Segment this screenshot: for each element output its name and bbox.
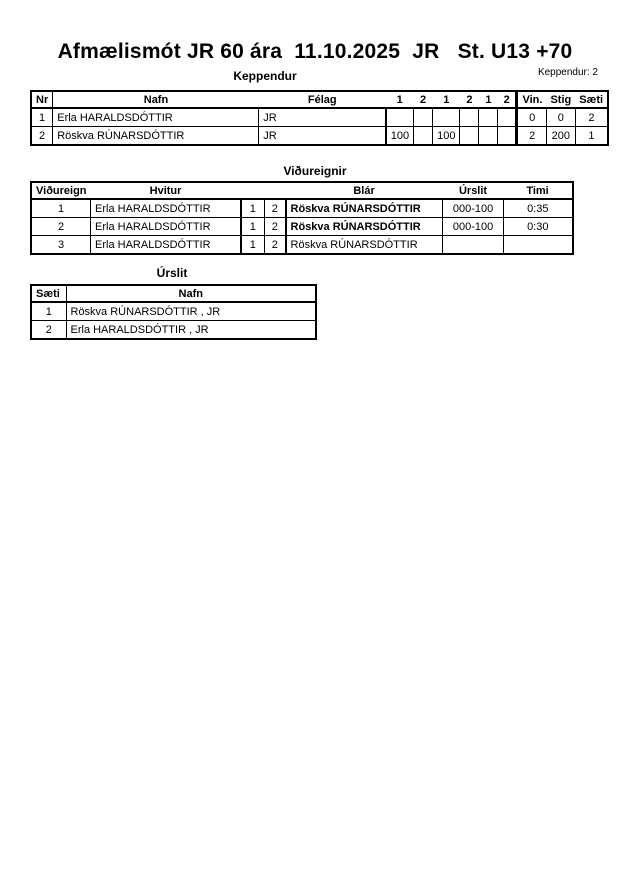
cell-stig: 200 <box>546 127 575 146</box>
cell-nr: 1 <box>31 108 53 127</box>
cell-blue-num: 2 <box>265 218 286 236</box>
vidureignir-caption: Viðureignir <box>283 164 347 178</box>
col-header-score-5: 1 <box>479 91 498 108</box>
cell-score <box>498 108 517 127</box>
cell-timi: 0:35 <box>504 199 573 218</box>
cell-timi: 0:30 <box>504 218 573 236</box>
col-header-vin: Vin. <box>517 91 546 108</box>
cell-saeti: 2 <box>31 321 66 340</box>
cell-hvitur: Erla HARALDSDÓTTIR <box>91 218 241 236</box>
col-header-score-2: 2 <box>414 91 433 108</box>
vidureign-row-2-blar: Röskva RÚNARSDÓTTIR <box>286 218 443 236</box>
keppendur-table <box>30 90 609 146</box>
cell-felag: JR <box>259 127 386 146</box>
cell-stig: 0 <box>546 108 575 127</box>
urslit-row <box>31 302 316 321</box>
col-header-nr: Nr <box>31 91 53 108</box>
cell-nafn: Röskva RÚNARSDÓTTIR <box>53 127 259 146</box>
cell-hvitur: Erla HARALDSDÓTTIR <box>91 236 241 255</box>
urslit-table <box>30 284 317 340</box>
vidureign-row-3-blar: Röskva RÚNARSDÓTTIR <box>286 236 443 255</box>
urslit-caption: Úrslit <box>156 266 188 280</box>
cell-score <box>460 127 479 146</box>
cell-urslit <box>443 236 504 255</box>
cell-bout-nr: 1 <box>31 199 91 218</box>
cell-bout-nr: 3 <box>31 236 91 255</box>
col-header-felag: Félag <box>259 91 386 108</box>
cell-saeti: 1 <box>31 302 66 321</box>
page-title: Afmælismót JR 60 ára 11.10.2025 JR St. U13 +70 <box>57 40 573 63</box>
cell-saeti: 1 <box>575 127 608 146</box>
keppendur-caption: Keppendur <box>233 69 297 83</box>
cell-score <box>498 127 517 146</box>
cell-nr: 2 <box>31 127 53 146</box>
cell-score <box>414 127 433 146</box>
cell-white-num: 1 <box>241 236 265 255</box>
cell-score <box>460 108 479 127</box>
cell-nafn: Erla HARALDSDÓTTIR , JR <box>66 321 316 340</box>
keppendur-header-row <box>31 91 608 108</box>
col-header-score-4: 2 <box>460 91 479 108</box>
cell-nafn: Erla HARALDSDÓTTIR <box>53 108 259 127</box>
vidureignir-header-row <box>31 182 573 199</box>
col-header-urslit: Úrslit <box>443 182 504 199</box>
cell-score <box>479 108 498 127</box>
participants-count: Keppendur: 2 <box>537 67 598 78</box>
urslit-header-row <box>31 285 316 302</box>
col-header-blue-score <box>265 182 286 199</box>
keppendur-row <box>31 108 608 127</box>
vidureignir-row <box>31 199 573 218</box>
col-header-nafn: Nafn <box>66 285 316 302</box>
vidureignir-table <box>30 181 574 255</box>
cell-hvitur: Erla HARALDSDÓTTIR <box>91 199 241 218</box>
cell-saeti: 2 <box>575 108 608 127</box>
col-header-stig: Stig <box>546 91 575 108</box>
col-header-blar: Blár <box>286 182 443 199</box>
cell-score: 100 <box>433 127 460 146</box>
cell-urslit: 000-100 <box>443 199 504 218</box>
col-header-hvitur: Hvitur <box>91 182 241 199</box>
vidureign-row-1-blar: Röskva RÚNARSDÓTTIR <box>286 199 443 218</box>
col-header-score-6: 2 <box>498 91 517 108</box>
col-header-saeti: Sæti <box>31 285 66 302</box>
col-header-timi: Timi <box>504 182 573 199</box>
cell-timi <box>504 236 573 255</box>
cell-bout-nr: 2 <box>31 218 91 236</box>
cell-vin: 2 <box>517 127 546 146</box>
vidureignir-row <box>31 218 573 236</box>
cell-urslit: 000-100 <box>443 218 504 236</box>
col-header-nafn: Nafn <box>53 91 259 108</box>
cell-score <box>479 127 498 146</box>
cell-white-num: 1 <box>241 199 265 218</box>
keppendur-row <box>31 127 608 146</box>
col-header-white-score <box>241 182 265 199</box>
col-header-saeti: Sæti <box>575 91 608 108</box>
cell-felag: JR <box>259 108 386 127</box>
cell-blue-num: 2 <box>265 199 286 218</box>
cell-score <box>414 108 433 127</box>
cell-blue-num: 2 <box>265 236 286 255</box>
vidureignir-row <box>31 236 573 255</box>
cell-score <box>433 108 460 127</box>
cell-white-num: 1 <box>241 218 265 236</box>
cell-score <box>386 108 414 127</box>
col-header-score-3: 1 <box>433 91 460 108</box>
col-header-vidureign: Viðureign <box>31 182 91 199</box>
urslit-row <box>31 321 316 340</box>
cell-score: 100 <box>386 127 414 146</box>
cell-nafn: Röskva RÚNARSDÓTTIR , JR <box>66 302 316 321</box>
cell-vin: 0 <box>517 108 546 127</box>
col-header-score-1: 1 <box>386 91 414 108</box>
